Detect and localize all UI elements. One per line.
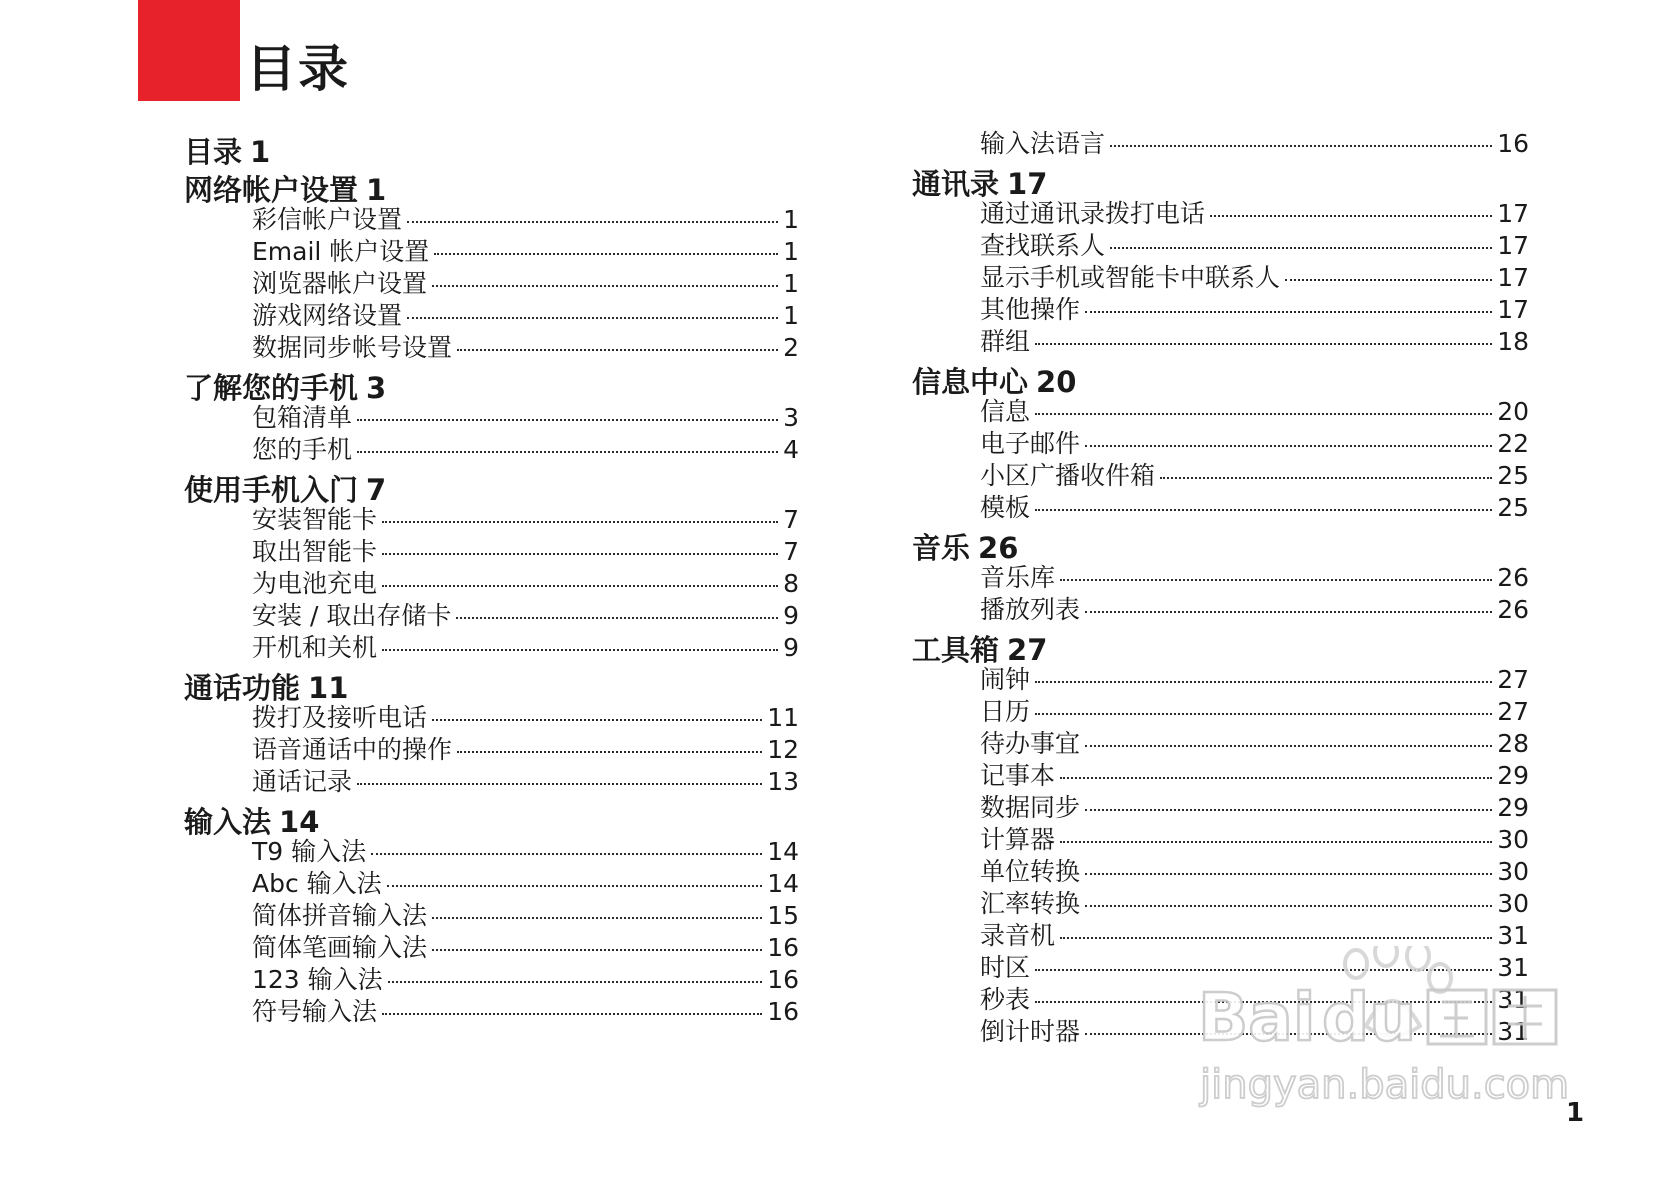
entry-title: 游戏网络设置 (252, 301, 403, 330)
entry-page-number: 20 (1497, 397, 1529, 426)
page-title: 目录 (246, 40, 350, 98)
entry-page-number: 7 (783, 505, 799, 534)
dot-leader (382, 553, 778, 555)
dot-leader (456, 617, 778, 619)
entry-title: 123 输入法 (252, 965, 383, 994)
dot-leader (357, 783, 762, 785)
toc-entry[interactable] (184, 568, 799, 600)
entry-title: 音乐库 (980, 563, 1056, 592)
dot-leader (1085, 873, 1492, 875)
toc-entry[interactable] (184, 204, 799, 236)
entry-title: 为电池充电 (252, 569, 378, 598)
section-title: 通讯录 (912, 167, 1000, 201)
entry-page-number: 9 (783, 601, 799, 630)
dot-leader (1085, 311, 1492, 313)
toc-entry[interactable] (912, 198, 1529, 230)
entry-title: 包箱清单 (252, 403, 353, 432)
dot-leader (387, 885, 763, 887)
dot-leader (382, 521, 778, 523)
entry-page-number: 30 (1497, 825, 1529, 854)
toc-entry[interactable] (184, 236, 799, 268)
toc-column-right (912, 128, 1529, 1048)
entry-title: Abc 输入法 (252, 869, 382, 898)
toc-entry[interactable] (912, 326, 1529, 358)
dot-leader (1110, 247, 1492, 249)
entry-title: 简体笔画输入法 (252, 933, 428, 962)
toc-entry[interactable] (184, 632, 799, 664)
toc-section-heading[interactable] (184, 364, 799, 405)
entry-page-number: 8 (783, 569, 799, 598)
entry-page-number: 14 (767, 837, 799, 866)
dot-leader (1060, 937, 1492, 939)
entry-title: 通话记录 (252, 767, 353, 796)
dot-leader (432, 719, 762, 721)
entry-title: 模板 (980, 493, 1031, 522)
toc-section-heading[interactable] (912, 626, 1529, 667)
dot-leader (1035, 681, 1492, 683)
entry-page-number: 7 (783, 537, 799, 566)
toc-entry[interactable] (184, 836, 799, 868)
dot-leader (432, 949, 762, 951)
toc-entry[interactable] (184, 402, 799, 434)
svg-text:Bai: Bai (1198, 979, 1316, 1056)
toc-entry[interactable] (912, 594, 1529, 626)
entry-title: 拨打及接听电话 (252, 703, 428, 732)
toc-entry[interactable] (912, 460, 1529, 492)
entry-page-number: 25 (1497, 493, 1529, 522)
entry-page-number: 1 (783, 237, 799, 266)
toc-section-heading[interactable] (184, 466, 799, 507)
entry-title: 开机和关机 (252, 633, 378, 662)
toc-entry[interactable] (184, 600, 799, 632)
toc-entry[interactable] (184, 868, 799, 900)
toc-entry[interactable] (912, 294, 1529, 326)
toc-entry[interactable] (912, 428, 1529, 460)
dot-leader (371, 853, 762, 855)
section-title: 通话功能 (184, 671, 301, 705)
entry-page-number: 11 (767, 703, 799, 732)
entry-title: 单位转换 (980, 857, 1081, 886)
toc-entry[interactable] (912, 760, 1529, 792)
section-page-number: 1 (366, 173, 387, 207)
entry-title: 输入法语言 (980, 129, 1106, 158)
section-title: 网络帐户设置 (184, 173, 359, 207)
dot-leader (1035, 713, 1492, 715)
dot-leader (1085, 809, 1492, 811)
dot-leader (457, 349, 778, 351)
entry-title: 浏览器帐户设置 (252, 269, 428, 298)
section-title: 音乐 (912, 531, 971, 565)
toc-column-left (184, 128, 799, 1028)
dot-leader (357, 451, 778, 453)
entry-title: 您的手机 (252, 435, 353, 464)
section-page-number: 20 (1036, 365, 1077, 399)
entry-page-number: 25 (1497, 461, 1529, 490)
section-title: 了解您的手机 (184, 371, 359, 405)
toc-entry[interactable] (912, 562, 1529, 594)
toc-entry[interactable] (912, 230, 1529, 262)
dot-leader (1060, 841, 1492, 843)
dot-leader (407, 317, 778, 319)
toc-entry[interactable] (184, 268, 799, 300)
entry-title: T9 输入法 (252, 837, 367, 866)
entry-title: 倒计时器 (980, 1017, 1081, 1046)
entry-title: 安装智能卡 (252, 505, 378, 534)
entry-page-number: 30 (1497, 857, 1529, 886)
entry-title: 简体拼音输入法 (252, 901, 428, 930)
section-title: 信息中心 (912, 365, 1029, 399)
toc-entry[interactable] (184, 702, 799, 734)
toc-entry[interactable] (184, 900, 799, 932)
entry-page-number: 9 (783, 633, 799, 662)
dot-leader (1160, 477, 1492, 479)
toc-section-heading[interactable] (912, 358, 1529, 399)
entry-title: 时区 (980, 953, 1031, 982)
entry-page-number: 31 (1497, 953, 1529, 982)
toc-entry[interactable] (184, 766, 799, 798)
dot-leader (388, 981, 763, 983)
toc-entry[interactable] (912, 792, 1529, 824)
entry-page-number: 31 (1497, 985, 1529, 1014)
dot-leader (1060, 579, 1492, 581)
entry-title: 记事本 (980, 761, 1056, 790)
entry-title: 通过通讯录拨打电话 (980, 199, 1206, 228)
entry-page-number: 16 (767, 997, 799, 1026)
entry-title: 安装 / 取出存储卡 (252, 601, 452, 630)
entry-title: 待办事宜 (980, 729, 1081, 758)
toc-entry[interactable] (912, 888, 1529, 920)
entry-page-number: 1 (783, 301, 799, 330)
entry-title: 其他操作 (980, 295, 1081, 324)
red-accent-block (138, 0, 240, 101)
entry-title: 录音机 (980, 921, 1056, 950)
entry-page-number: 18 (1497, 327, 1529, 356)
entry-page-number: 29 (1497, 793, 1529, 822)
section-page-number: 27 (1007, 633, 1048, 667)
entry-page-number: 12 (767, 735, 799, 764)
section-page-number: 17 (1007, 167, 1048, 201)
toc-section-heading[interactable] (912, 524, 1529, 565)
entry-title: 小区广播收件箱 (980, 461, 1156, 490)
dot-leader (1085, 745, 1492, 747)
entry-title: 语音通话中的操作 (252, 735, 453, 764)
svg-text:du: du (1322, 979, 1417, 1056)
entry-page-number: 14 (767, 869, 799, 898)
entry-page-number: 16 (1497, 129, 1529, 158)
entry-page-number: 30 (1497, 889, 1529, 918)
toc-section-heading[interactable] (184, 128, 799, 169)
entry-page-number: 17 (1497, 231, 1529, 260)
entry-page-number: 27 (1497, 665, 1529, 694)
entry-title: 日历 (980, 697, 1031, 726)
toc-entry[interactable] (912, 128, 1529, 160)
dot-leader (434, 253, 778, 255)
toc-entry[interactable] (184, 504, 799, 536)
entry-title: 闹钟 (980, 665, 1031, 694)
dot-leader (1285, 279, 1492, 281)
toc-entry[interactable] (912, 664, 1529, 696)
dot-leader (1085, 611, 1492, 613)
entry-page-number: 16 (767, 933, 799, 962)
entry-title: 电子邮件 (980, 429, 1081, 458)
entry-page-number: 2 (783, 333, 799, 362)
dot-leader (382, 585, 778, 587)
toc-entry[interactable] (912, 696, 1529, 728)
entry-title: 查找联系人 (980, 231, 1106, 260)
entry-page-number: 31 (1497, 921, 1529, 950)
entry-page-number: 16 (767, 965, 799, 994)
entry-page-number: 27 (1497, 697, 1529, 726)
dot-leader (382, 1013, 762, 1015)
section-page-number: 7 (366, 473, 387, 507)
baidu-jingyan-watermark (1196, 946, 1596, 1146)
entry-title: 彩信帐户设置 (252, 205, 403, 234)
entry-page-number: 4 (783, 435, 799, 464)
entry-page-number: 15 (767, 901, 799, 930)
entry-page-number: 13 (767, 767, 799, 796)
dot-leader (1060, 777, 1492, 779)
toc-section-heading[interactable] (184, 166, 799, 207)
entry-page-number: 17 (1497, 263, 1529, 292)
dot-leader (1035, 413, 1492, 415)
section-title: 输入法 (184, 805, 272, 839)
entry-page-number: 26 (1497, 595, 1529, 624)
section-page-number: 11 (308, 671, 349, 705)
entry-title: 数据同步 (980, 793, 1081, 822)
dot-leader (382, 649, 778, 651)
section-page-number: 14 (279, 805, 320, 839)
entry-title: 信息 (980, 397, 1031, 426)
entry-title: 取出智能卡 (252, 537, 378, 566)
entry-title: 显示手机或智能卡中联系人 (980, 263, 1281, 292)
toc-entry[interactable] (184, 300, 799, 332)
toc-entry[interactable] (184, 996, 799, 1028)
section-title: 工具箱 (912, 633, 1000, 667)
svg-text:jingyan.baidu.com: jingyan.baidu.com (1200, 1062, 1570, 1108)
toc-entry[interactable] (184, 536, 799, 568)
entry-title: 汇率转换 (980, 889, 1081, 918)
entry-title: 播放列表 (980, 595, 1081, 624)
page-number: 1 (1566, 1098, 1585, 1128)
dot-leader (1085, 445, 1492, 447)
toc-entry[interactable] (912, 262, 1529, 294)
toc-entry[interactable] (184, 734, 799, 766)
entry-title: 数据同步帐号设置 (252, 333, 453, 362)
toc-entry[interactable] (912, 856, 1529, 888)
toc-section-heading[interactable] (912, 160, 1529, 201)
section-title: 使用手机入门 (184, 473, 359, 507)
dot-leader (1085, 905, 1492, 907)
toc-entry[interactable] (184, 932, 799, 964)
entry-title: 符号输入法 (252, 997, 378, 1026)
entry-title: 秒表 (980, 985, 1031, 1014)
dot-leader (432, 285, 778, 287)
entry-page-number: 17 (1497, 295, 1529, 324)
toc-section-heading[interactable] (184, 798, 799, 839)
toc-entry[interactable] (912, 396, 1529, 428)
section-page-number: 1 (250, 135, 271, 169)
toc-entry[interactable] (184, 964, 799, 996)
toc-entry[interactable] (912, 728, 1529, 760)
dot-leader (432, 917, 762, 919)
entry-page-number: 17 (1497, 199, 1529, 228)
toc-section-heading[interactable] (184, 664, 799, 705)
dot-leader (1110, 145, 1492, 147)
entry-page-number: 28 (1497, 729, 1529, 758)
entry-title: Email 帐户设置 (252, 237, 430, 266)
entry-page-number: 26 (1497, 563, 1529, 592)
entry-page-number: 1 (783, 205, 799, 234)
toc-entry[interactable] (912, 492, 1529, 524)
dot-leader (1035, 509, 1492, 511)
section-page-number: 3 (366, 371, 387, 405)
dot-leader (1035, 343, 1492, 345)
section-title: 目录 (184, 135, 243, 169)
entry-page-number: 29 (1497, 761, 1529, 790)
entry-title: 计算器 (980, 825, 1056, 854)
section-page-number: 26 (978, 531, 1019, 565)
entry-page-number: 3 (783, 403, 799, 432)
toc-entry[interactable] (912, 824, 1529, 856)
entry-page-number: 31 (1497, 1017, 1529, 1046)
entry-page-number: 22 (1497, 429, 1529, 458)
dot-leader (1210, 215, 1492, 217)
entry-title: 群组 (980, 327, 1031, 356)
toc-entry[interactable] (184, 434, 799, 466)
dot-leader (357, 419, 778, 421)
dot-leader (457, 751, 762, 753)
dot-leader (407, 221, 778, 223)
entry-page-number: 1 (783, 269, 799, 298)
toc-entry[interactable] (184, 332, 799, 364)
